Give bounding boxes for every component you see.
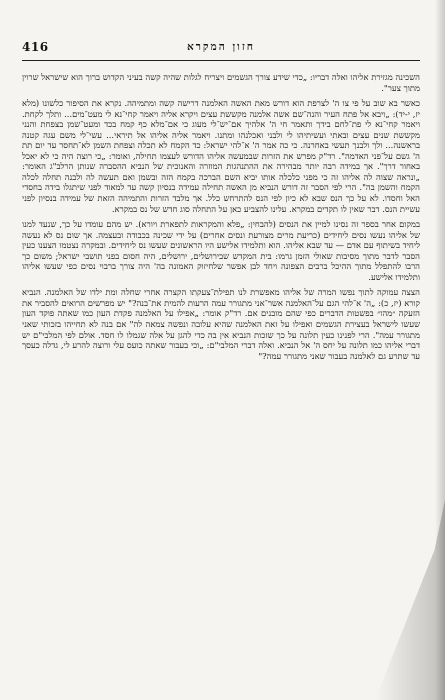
page-body bbox=[22, 72, 420, 684]
running-title: חזון המקרא bbox=[187, 41, 255, 53]
page-number: 416 bbox=[22, 40, 49, 54]
paragraph: הצצה עמוקה לתוך נפשו המרה של אליהו מאפשרת לנו תפילת־צעקתו הקצרה אחרי שחלה ומת ילדו של האלמנה. הנביא קורא (יז, כ): „ה' א־להי הגם על־האלמנה אשר־אני מתגורר עמה הרעות להמית את־בנה?" יש מפרשים הרואים להסביר את הזעקה ״מהו״ בפשטות הדברים כפי שהם מובנים אם. רד"ק אומר: „אפילו על האלמנה פקדת העון כמו שאתה פוקד העון שעשו לישראל בעצירת הגשמים ואפילו על זאת האלמנה שהיא עלובה ונפשה צמאה לה" אם בנה לא תחייהו בזכותי שאני מתגורר עמה". הרי לפנינו כעין תלונה על כך שזכות הנביא אין בה כדי להגן על אלה שגמלו לו חסד. אולם לפי המלבי"ם יש דברי אליהו כמו תלונה על יחס ה' אל הנביא. ואלה דברי המלבי"ם: „וכי בעבור שאתה כועס עלי ורוצה להרע לי, גדלה כעסך עד שתרע גם לאלמנה בעבור שאני מתגורר עמה?" bbox=[22, 287, 420, 361]
page-header bbox=[22, 38, 420, 61]
paragraph: כאשר בא שוב על פי צו ה' לצרפת הוא דורש מאת האשה האלמנה דרישה קשה ומתמיהה. נקרא את הסיפור כלשונו (מלא יז, י-יד): „ויבא אל פתח העיר והנה־שם אשה אלמנה מקששת עצים ויקרא אליה ויאמר קחי־נא לי מעט־מים... ותלך לקחת. ויאמר קחי־נא לי פת־לחם בידך ותאמר חי ה' אלהיך אם־יש־לי מעוג כי אם־מלא כף קמח בכד ומעט־שמן בצפחת והנני מקששת שנים עצים ובאתי ועשיתיהו לי ולבני ואכלנהו ומתנו. ויאמר אליה אליהו אל תיראי... עשי־לי משם עגה קטנה בראשנה... ולך ולבנך תעשי באחרנה. כי כה אמר ה' א־להי ישראל: כד הקמח לא תכלה וצפחת השמן לא־תחסר עד יום תת ה' גשם על־פני האדמה". רד"ק מפרש את הזרות שבמעשה אליהו הדורש לעצמו תחילה, ואומר: „כי רוצה היה כי לא יאכל באחור דרך". אך במידה רבה יותר מבהירה את ההתנהגות המוזרה והאנוכית של הנביא ההסברה שנותן הרלב"ג האומר: „ונראה שצוה לה אליהו זה כי מפני כלכלה אותו יביא השם הברכה בקמח הזה ובשמן ואם תעשה לה ולבנה תחלה לכלה הקמח והשמן בה". הרי לפי הסבר זה דורש הנביא מן האשה תחילה עמידה בנסיון קשה עד למאוד לפני שיתגלו בידה בחסדי האל וחסדו. לא על כך הנס שבא לא כיון לפי הנס להתרחש כלל. אך מלבד הזרות והתמיהה הזאת של עמידה בנסיון לפני עשיית הנס. דבר שאין לו תקדים במקרא. עלינו להצביע כאן על התחלה סוג חדש של נס במקרא. bbox=[22, 98, 420, 214]
paragraph: השכינה מגזירת אליהו ואלה דבריו: „כדי שידע צורך הגשמים ויצריח לגלות שהיה קשה בעיני הקדוש ברוך הוא שישראל שרוין מתוך צער". bbox=[22, 72, 420, 93]
paragraph: במקום אחר בספר זה נסינו למיין את הנסים (להבחין: „פלא והמקראות לתפארת ויורא). יש מהם עומדו על כך, שנעד למנו של אליהו נעשו נסים ליחידים (כריעת מרים מצורעת ונסים אחרים) על ידי שכינה בכבודה ובעצמה. אך שום נס לא נעשה ליחיד בשיתוף עם אדם — עד שבא אליהו. הוא ותלמידו אלישע היו הראשונים שעשו נס ליחידים. ובמקרה נצטמו הצענו כעין הסבר לדבר מתוך מסיבות שאולי הזמן גרמו: בית המקדש שבירושלים, ירושלים, היה חסום בפני תושבי ישראל; משום כך הרבו להתפלל מתוך ההיכל ברבים הצפונה ויחד לבן אפשר שלחיזוק האמונה בה' היה צורך ברבוי נסים כפי שעשו אליהו ותלמידו אלישע. bbox=[22, 219, 420, 282]
